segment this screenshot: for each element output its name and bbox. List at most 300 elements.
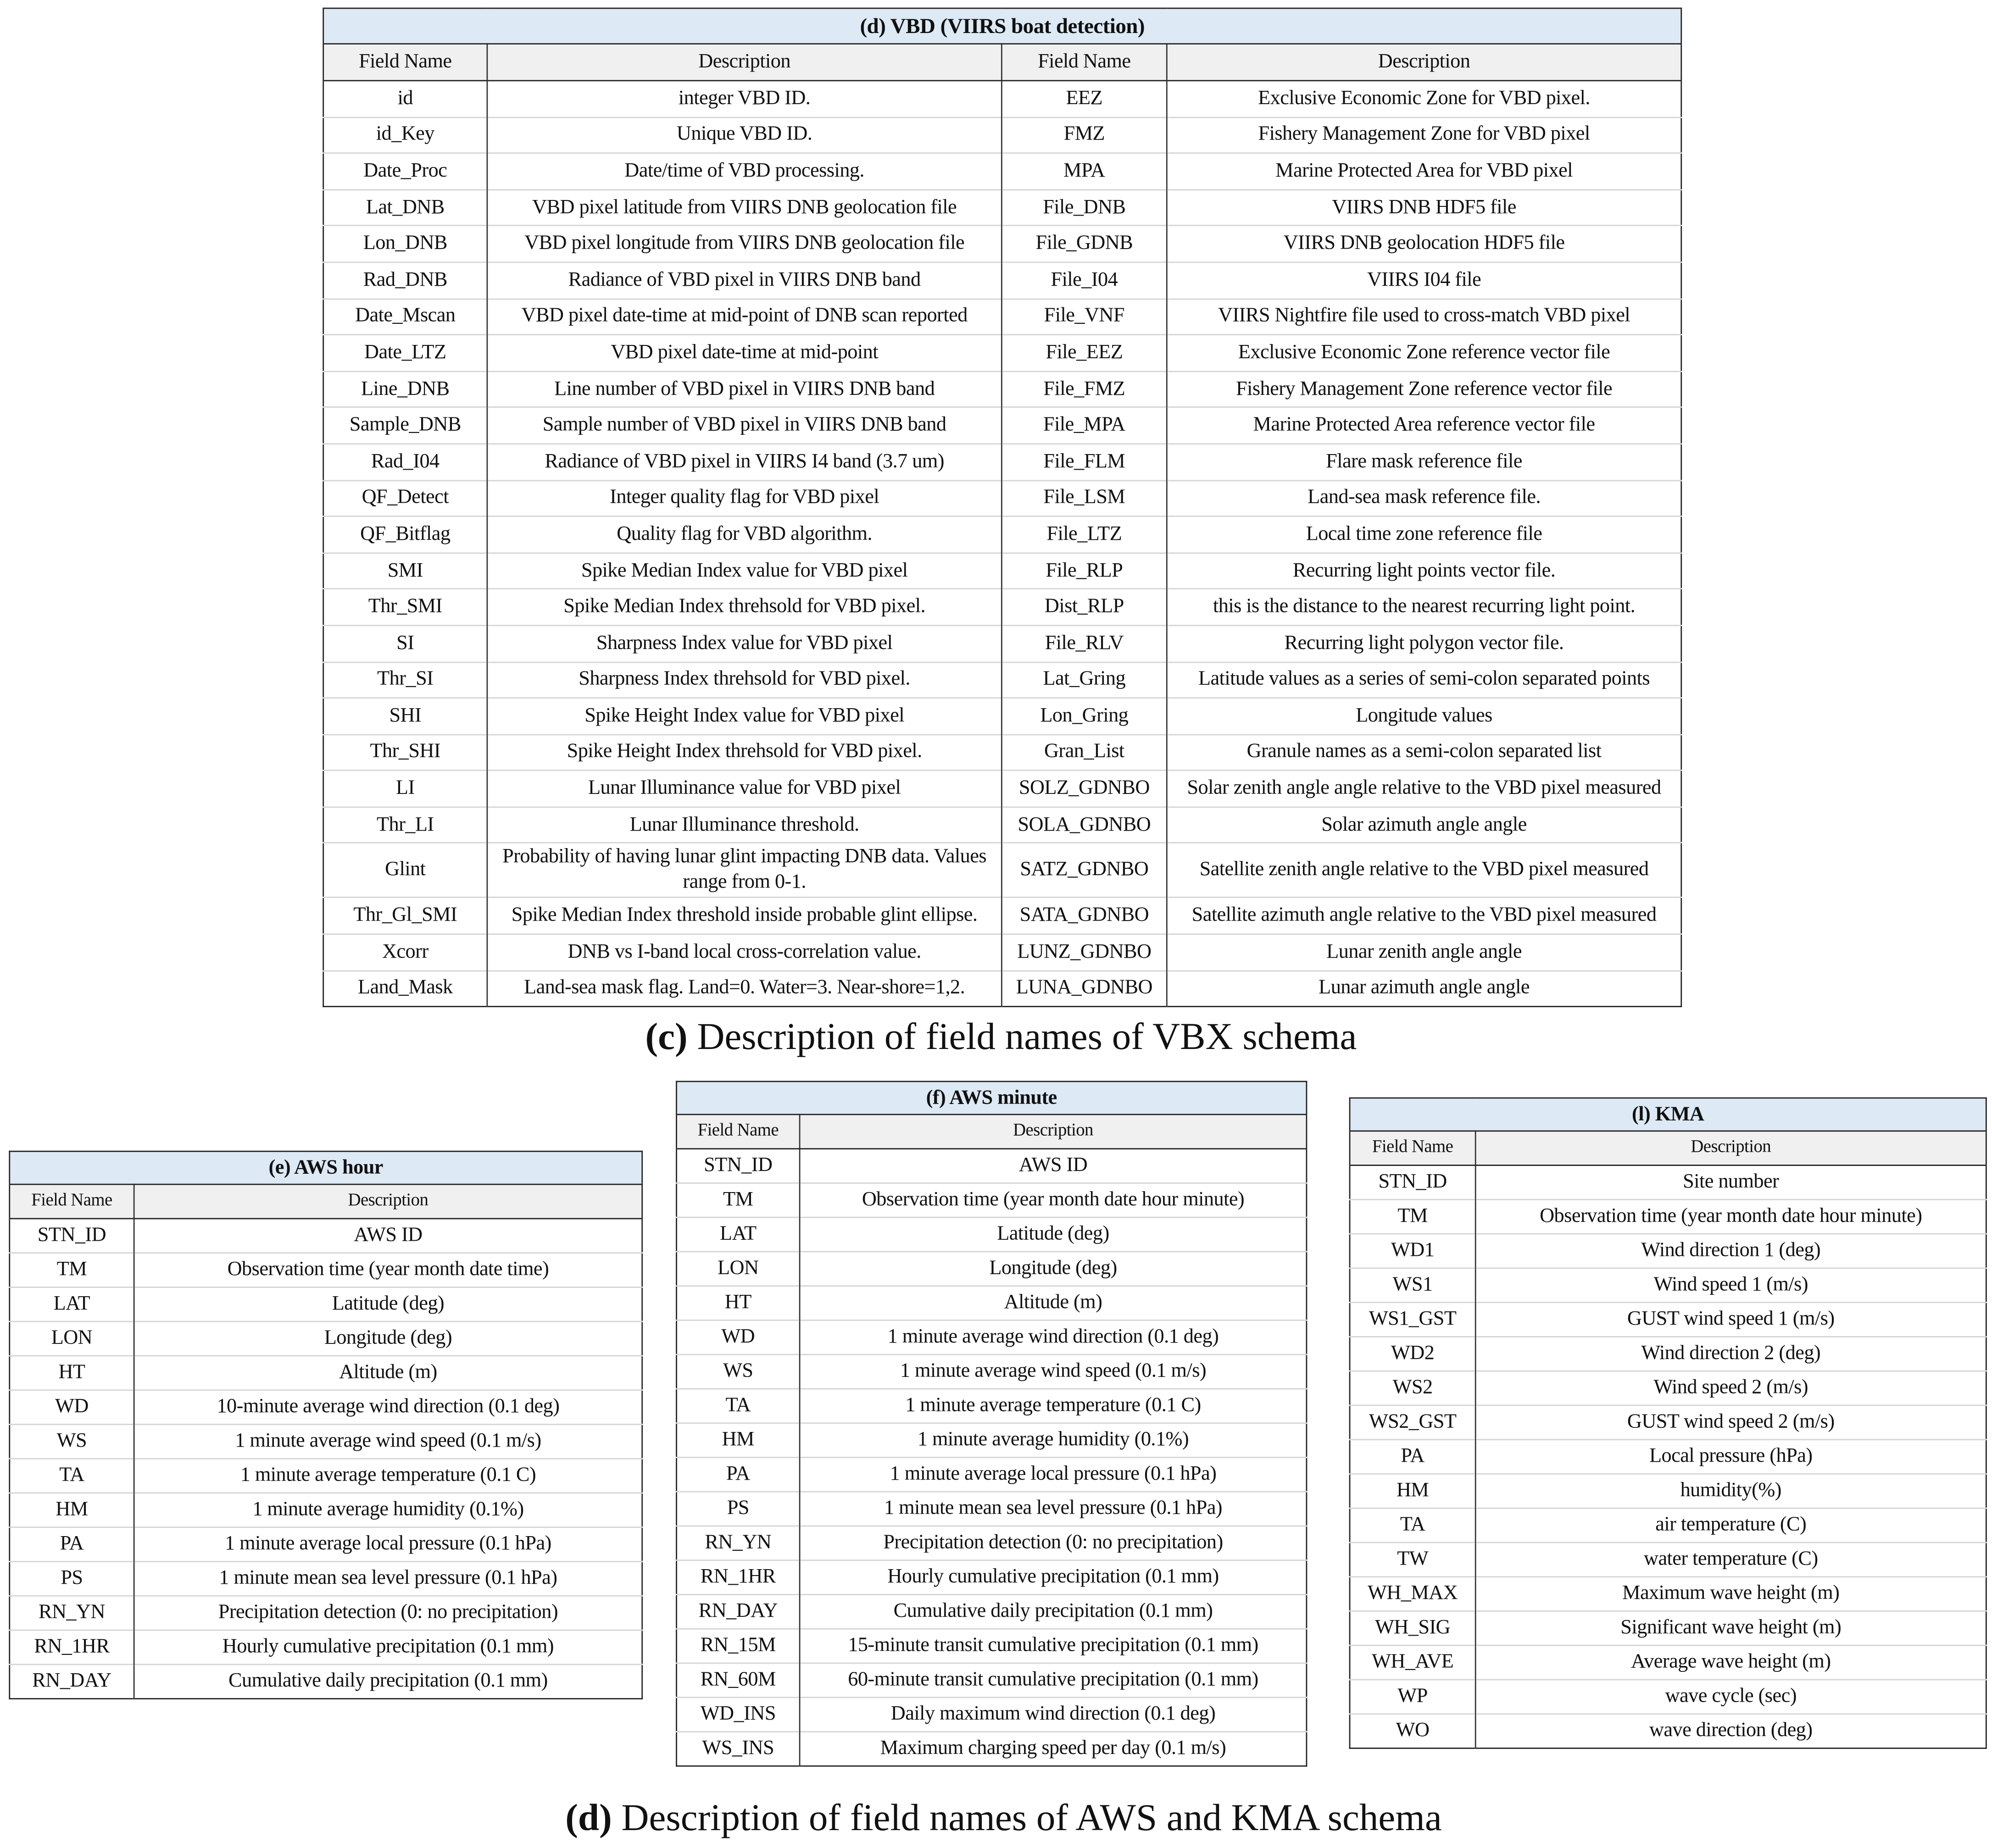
field-name-cell: File_RLP <box>1002 553 1167 589</box>
field-name-cell: RN_DAY <box>676 1594 800 1629</box>
table-row <box>323 698 1681 734</box>
table-row <box>10 1356 642 1390</box>
description-cell: Cumulative daily precipitation (0.1 mm) <box>134 1665 642 1699</box>
field-name-cell: id_Key <box>323 117 487 153</box>
column-header: Description <box>1167 44 1681 81</box>
field-name-cell: QF_Bitflag <box>323 516 487 553</box>
description-cell: Probability of having lunar glint impacting DNB data. Values range from 0-1. <box>487 844 1002 898</box>
column-header: Description <box>487 44 1002 81</box>
table-row <box>1350 1405 1986 1440</box>
description-cell: Date/time of VBD processing. <box>487 153 1002 189</box>
description-cell: Observation time (year month date time) <box>134 1253 642 1287</box>
field-name-cell: HM <box>10 1493 134 1527</box>
field-name-cell: LI <box>323 771 487 807</box>
table-row <box>676 1732 1306 1766</box>
description-cell: Land-sea mask flag. Land=0. Water=3. Near-shore=1,2. <box>487 971 1002 1007</box>
table-row <box>676 1320 1306 1354</box>
field-name-cell: Date_Mscan <box>323 299 487 335</box>
field-name-cell: Sample_DNB <box>323 407 487 444</box>
table-row <box>323 807 1681 843</box>
table-row <box>323 844 1681 898</box>
description-cell: Hourly cumulative precipitation (0.1 mm) <box>800 1560 1307 1595</box>
description-cell: VBD pixel longitude from VIIRS DNB geolocation file <box>487 226 1002 262</box>
field-name-cell: QF_Detect <box>323 480 487 516</box>
table-row <box>323 226 1681 262</box>
description-cell: Precipitation detection (0: no precipitation) <box>134 1596 642 1630</box>
field-name-cell: RN_DAY <box>10 1665 134 1699</box>
table-row <box>1350 1165 1986 1200</box>
description-cell: wave cycle (sec) <box>1475 1680 1986 1714</box>
description-cell: 1 minute average wind speed (0.1 m/s) <box>800 1354 1307 1389</box>
table-row <box>1350 1577 1986 1611</box>
field-name-cell: WS2 <box>1350 1371 1475 1405</box>
field-name-cell: PA <box>1350 1440 1475 1474</box>
description-cell: Lunar azimuth angle angle <box>1167 971 1681 1007</box>
table-row <box>1350 1371 1986 1405</box>
description-cell: Maximum charging speed per day (0.1 m/s) <box>800 1732 1307 1766</box>
table-row <box>10 1390 642 1425</box>
field-name-cell: SATA_GDNBO <box>1002 898 1167 934</box>
field-name-cell: TW <box>1350 1543 1475 1577</box>
description-cell: Marine Protected Area reference vector file <box>1167 407 1681 444</box>
table-row <box>676 1560 1306 1595</box>
table-row <box>676 1698 1306 1732</box>
field-name-cell: WH_SIG <box>1350 1611 1475 1645</box>
description-cell: Lunar Illuminance value for VBD pixel <box>487 771 1002 807</box>
table-row <box>10 1527 642 1562</box>
description-cell: Satellite azimuth angle relative to the VBD pixel measured <box>1167 898 1681 934</box>
caption-c <box>645 1016 1357 1059</box>
table-row <box>676 1629 1306 1663</box>
field-name-cell: WS <box>10 1424 134 1459</box>
table-row <box>323 898 1681 934</box>
field-name-cell: SMI <box>323 553 487 589</box>
column-header: Field Name <box>676 1115 800 1149</box>
table-row <box>676 1286 1306 1321</box>
field-name-cell: STN_ID <box>676 1149 800 1183</box>
aws-minute-table <box>676 1081 1307 1766</box>
column-header: Description <box>134 1184 642 1219</box>
field-name-cell: File_VNF <box>1002 299 1167 335</box>
field-name-cell: HM <box>676 1423 800 1458</box>
table-row <box>676 1217 1306 1252</box>
description-cell: 15-minute transit cumulative precipitation (0.1 mm) <box>800 1629 1307 1663</box>
field-name-cell: SATZ_GDNBO <box>1002 844 1167 898</box>
field-name-cell: Gran_List <box>1002 734 1167 771</box>
description-cell: Wind speed 1 (m/s) <box>1475 1268 1986 1303</box>
description-cell: Spike Median Index threhsold for VBD pixel. <box>487 589 1002 625</box>
description-cell: Observation time (year month date hour minute) <box>1475 1199 1986 1234</box>
description-cell: Fishery Management Zone for VBD pixel <box>1167 117 1681 153</box>
field-name-cell: RN_YN <box>10 1596 134 1630</box>
description-cell: Radiance of VBD pixel in VIIRS DNB band <box>487 262 1002 299</box>
table-row <box>1350 1268 1986 1303</box>
description-cell: Latitude (deg) <box>800 1217 1307 1252</box>
table-row <box>10 1630 642 1665</box>
field-name-cell: PS <box>676 1492 800 1526</box>
aws-hour-table <box>9 1151 643 1699</box>
description-cell: VBD pixel date-time at mid-point of DNB scan reported <box>487 299 1002 335</box>
caption-text: Description of field names of AWS and KMA schema <box>612 1797 1442 1839</box>
description-cell: Site number <box>1475 1165 1986 1200</box>
column-header: Field Name <box>1350 1131 1475 1165</box>
field-name-cell: WO <box>1350 1714 1475 1748</box>
field-name-cell: SI <box>323 625 487 661</box>
field-name-cell: RN_15M <box>676 1629 800 1663</box>
table-row <box>10 1493 642 1527</box>
description-cell: Granule names as a semi-colon separated list <box>1167 734 1681 771</box>
field-name-cell: File_EEZ <box>1002 335 1167 371</box>
description-cell: Sample number of VBD pixel in VIIRS DNB band <box>487 407 1002 444</box>
field-name-cell: HT <box>676 1286 800 1321</box>
field-name-cell: RN_60M <box>676 1663 800 1698</box>
table-row <box>10 1287 642 1321</box>
field-name-cell: Land_Mask <box>323 971 487 1007</box>
table-row <box>1350 1474 1986 1508</box>
description-cell: integer VBD ID. <box>487 81 1002 117</box>
field-name-cell: WP <box>1350 1680 1475 1714</box>
field-name-cell: PS <box>10 1561 134 1596</box>
field-name-cell: File_RLV <box>1002 625 1167 661</box>
description-cell: Latitude values as a series of semi-colon separated points <box>1167 662 1681 698</box>
field-name-cell: WS2_GST <box>1350 1405 1475 1440</box>
kma-table <box>1349 1097 1987 1748</box>
field-name-cell: LUNA_GDNBO <box>1002 971 1167 1007</box>
field-name-cell: RN_1HR <box>10 1630 134 1665</box>
table-row <box>10 1253 642 1287</box>
field-name-cell: WH_MAX <box>1350 1577 1475 1611</box>
table-row <box>676 1663 1306 1698</box>
field-name-cell: TA <box>1350 1508 1475 1543</box>
column-header: Field Name <box>323 44 487 81</box>
description-cell: Spike Median Index threshold inside probable glint ellipse. <box>487 898 1002 934</box>
table-row <box>1350 1234 1986 1268</box>
field-name-cell: File_LTZ <box>1002 516 1167 553</box>
description-cell: Flare mask reference file <box>1167 444 1681 480</box>
field-name-cell: WS_INS <box>676 1732 800 1766</box>
table-row <box>10 1219 642 1253</box>
description-cell: 1 minute average wind direction (0.1 deg) <box>800 1320 1307 1354</box>
field-name-cell: LAT <box>10 1287 134 1321</box>
field-name-cell: STN_ID <box>10 1219 134 1253</box>
table-title: (e) AWS hour <box>10 1151 642 1184</box>
table-title: (f) AWS minute <box>676 1082 1306 1115</box>
table-row <box>323 971 1681 1007</box>
description-cell: water temperature (C) <box>1475 1543 1986 1577</box>
description-cell: 1 minute average humidity (0.1%) <box>800 1423 1307 1458</box>
table-row <box>323 771 1681 807</box>
description-cell: 1 minute mean sea level pressure (0.1 hPa) <box>800 1492 1307 1526</box>
description-cell: Unique VBD ID. <box>487 117 1002 153</box>
table-row <box>1350 1611 1986 1645</box>
field-name-cell: SOLA_GDNBO <box>1002 807 1167 843</box>
table-row <box>1350 1645 1986 1680</box>
description-cell: Longitude (deg) <box>800 1252 1307 1286</box>
table-row <box>676 1389 1306 1423</box>
description-cell: 10-minute average wind direction (0.1 deg) <box>134 1390 642 1425</box>
field-name-cell: Thr_SI <box>323 662 487 698</box>
field-name-cell: id <box>323 81 487 117</box>
field-name-cell: TM <box>1350 1199 1475 1234</box>
field-name-cell: WS1_GST <box>1350 1303 1475 1337</box>
table-row <box>676 1594 1306 1629</box>
field-name-cell: File_GDNB <box>1002 226 1167 262</box>
field-name-cell: RN_YN <box>676 1526 800 1560</box>
header-row <box>1350 1131 1986 1165</box>
description-cell: Spike Height Index threhsold for VBD pixel. <box>487 734 1002 771</box>
field-name-cell: MPA <box>1002 153 1167 189</box>
field-name-cell: FMZ <box>1002 117 1167 153</box>
column-header: Field Name <box>1002 44 1167 81</box>
description-cell: Local pressure (hPa) <box>1475 1440 1986 1474</box>
description-cell: 1 minute average humidity (0.1%) <box>134 1493 642 1527</box>
field-name-cell: Date_Proc <box>323 153 487 189</box>
field-name-cell: Thr_SHI <box>323 734 487 771</box>
field-name-cell: Date_LTZ <box>323 335 487 371</box>
description-cell: Solar azimuth angle angle <box>1167 807 1681 843</box>
description-cell: Wind direction 2 (deg) <box>1475 1337 1986 1371</box>
description-cell: Integer quality flag for VBD pixel <box>487 480 1002 516</box>
table-row <box>323 480 1681 516</box>
table-row <box>323 371 1681 407</box>
field-name-cell: Lat_Gring <box>1002 662 1167 698</box>
field-name-cell: STN_ID <box>1350 1165 1475 1200</box>
table-row <box>1350 1714 1986 1748</box>
field-name-cell: WD <box>10 1390 134 1425</box>
description-cell: Significant wave height (m) <box>1475 1611 1986 1645</box>
table-row <box>323 407 1681 444</box>
description-cell: 60-minute transit cumulative precipitation (0.1 mm) <box>800 1663 1307 1698</box>
field-name-cell: Line_DNB <box>323 371 487 407</box>
description-cell: Average wave height (m) <box>1475 1645 1986 1680</box>
description-cell: AWS ID <box>800 1149 1307 1183</box>
table-row <box>323 662 1681 698</box>
field-name-cell: Thr_Gl_SMI <box>323 898 487 934</box>
table-row <box>323 335 1681 371</box>
table-row <box>323 299 1681 335</box>
table-row <box>323 81 1681 117</box>
field-name-cell: Thr_LI <box>323 807 487 843</box>
table-row <box>10 1561 642 1596</box>
table-title: (d) VBD (VIIRS boat detection) <box>323 8 1681 44</box>
description-cell: 1 minute average temperature (0.1 C) <box>134 1459 642 1493</box>
description-cell: Radiance of VBD pixel in VIIRS I4 band (3.7 um) <box>487 444 1002 480</box>
field-name-cell: HM <box>1350 1474 1475 1508</box>
description-cell: VIIRS DNB HDF5 file <box>1167 189 1681 226</box>
table-row <box>323 625 1681 661</box>
description-cell: Altitude (m) <box>134 1356 642 1390</box>
table-row <box>10 1459 642 1493</box>
description-cell: Fishery Management Zone reference vector file <box>1167 371 1681 407</box>
table-row <box>676 1526 1306 1560</box>
description-cell: air temperature (C) <box>1475 1508 1986 1543</box>
table-row <box>676 1423 1306 1458</box>
description-cell: Wind speed 2 (m/s) <box>1475 1371 1986 1405</box>
caption-text: Description of field names of VBX schema <box>687 1016 1357 1058</box>
field-name-cell: TA <box>10 1459 134 1493</box>
field-name-cell: Glint <box>323 844 487 898</box>
description-cell: humidity(%) <box>1475 1474 1986 1508</box>
field-name-cell: File_MPA <box>1002 407 1167 444</box>
field-name-cell: Dist_RLP <box>1002 589 1167 625</box>
field-name-cell: File_FLM <box>1002 444 1167 480</box>
table-row <box>323 734 1681 771</box>
description-cell: this is the distance to the nearest recurring light point. <box>1167 589 1681 625</box>
table-row <box>1350 1199 1986 1234</box>
field-name-cell: PA <box>676 1457 800 1492</box>
table-row <box>676 1252 1306 1286</box>
table-row <box>676 1457 1306 1492</box>
table-row <box>1350 1543 1986 1577</box>
table-row <box>323 153 1681 189</box>
field-name-cell: Lon_DNB <box>323 226 487 262</box>
table-row <box>1350 1303 1986 1337</box>
description-cell: Maximum wave height (m) <box>1475 1577 1986 1611</box>
field-name-cell: RN_1HR <box>676 1560 800 1595</box>
table-row <box>323 444 1681 480</box>
description-cell: 1 minute average local pressure (0.1 hPa) <box>800 1457 1307 1492</box>
table-row <box>323 589 1681 625</box>
table-row <box>323 189 1681 226</box>
description-cell: VBD pixel date-time at mid-point <box>487 335 1002 371</box>
description-cell: VIIRS Nightfire file used to cross-match VBD pixel <box>1167 299 1681 335</box>
description-cell: Satellite zenith angle relative to the VBD pixel measured <box>1167 844 1681 898</box>
table-row <box>323 516 1681 553</box>
field-name-cell: WH_AVE <box>1350 1645 1475 1680</box>
column-header: Description <box>1475 1131 1986 1165</box>
description-cell: VBD pixel latitude from VIIRS DNB geolocation file <box>487 189 1002 226</box>
description-cell: Latitude (deg) <box>134 1287 642 1321</box>
field-name-cell: WS <box>676 1354 800 1389</box>
description-cell: Land-sea mask reference file. <box>1167 480 1681 516</box>
column-header: Field Name <box>10 1184 134 1219</box>
description-cell: 1 minute mean sea level pressure (0.1 hPa) <box>134 1561 642 1596</box>
field-name-cell: EEZ <box>1002 81 1167 117</box>
table-row <box>1350 1337 1986 1371</box>
description-cell: Exclusive Economic Zone for VBD pixel. <box>1167 81 1681 117</box>
field-name-cell: Rad_I04 <box>323 444 487 480</box>
description-cell: Precipitation detection (0: no precipitation) <box>800 1526 1307 1560</box>
description-cell: GUST wind speed 1 (m/s) <box>1475 1303 1986 1337</box>
field-name-cell: HT <box>10 1356 134 1390</box>
field-name-cell: Xcorr <box>323 934 487 971</box>
field-name-cell: LON <box>10 1321 134 1356</box>
field-name-cell: PA <box>10 1527 134 1562</box>
field-name-cell: LON <box>676 1252 800 1286</box>
field-name-cell: WD <box>676 1320 800 1354</box>
description-cell: Marine Protected Area for VBD pixel <box>1167 153 1681 189</box>
description-cell: Spike Median Index value for VBD pixel <box>487 553 1002 589</box>
field-name-cell: WS1 <box>1350 1268 1475 1303</box>
description-cell: Recurring light polygon vector file. <box>1167 625 1681 661</box>
description-cell: 1 minute average wind speed (0.1 m/s) <box>134 1424 642 1459</box>
field-name-cell: TA <box>676 1389 800 1423</box>
field-name-cell: Lon_Gring <box>1002 698 1167 734</box>
description-cell: Sharpness Index value for VBD pixel <box>487 625 1002 661</box>
description-cell: VIIRS DNB geolocation HDF5 file <box>1167 226 1681 262</box>
field-name-cell: SHI <box>323 698 487 734</box>
description-cell: Daily maximum wind direction (0.1 deg) <box>800 1698 1307 1732</box>
field-name-cell: File_DNB <box>1002 189 1167 226</box>
caption-label: (c) <box>645 1016 688 1058</box>
table-row <box>10 1665 642 1699</box>
description-cell: Longitude (deg) <box>134 1321 642 1356</box>
field-name-cell: Lat_DNB <box>323 189 487 226</box>
table-row <box>323 117 1681 153</box>
description-cell: Solar zenith angle angle relative to the VBD pixel measured <box>1167 771 1681 807</box>
description-cell: VIIRS I04 file <box>1167 262 1681 299</box>
header-row <box>676 1115 1306 1149</box>
table-row <box>676 1354 1306 1389</box>
caption-d <box>565 1797 1442 1840</box>
description-cell: Hourly cumulative precipitation (0.1 mm) <box>134 1630 642 1665</box>
table-row <box>323 553 1681 589</box>
table-row <box>1350 1680 1986 1714</box>
description-cell: Lunar zenith angle angle <box>1167 934 1681 971</box>
description-cell: AWS ID <box>134 1219 642 1253</box>
description-cell: Lunar Illuminance threshold. <box>487 807 1002 843</box>
description-cell: wave direction (deg) <box>1475 1714 1986 1748</box>
table-row <box>676 1149 1306 1183</box>
description-cell: Wind direction 1 (deg) <box>1475 1234 1986 1268</box>
field-name-cell: WD2 <box>1350 1337 1475 1371</box>
table-row <box>323 934 1681 971</box>
field-name-cell: WD_INS <box>676 1698 800 1732</box>
table-row <box>10 1321 642 1356</box>
field-name-cell: File_FMZ <box>1002 371 1167 407</box>
description-cell: Observation time (year month date hour minute) <box>800 1183 1307 1217</box>
table-row <box>1350 1440 1986 1474</box>
table-row <box>10 1424 642 1459</box>
description-cell: Spike Height Index value for VBD pixel <box>487 698 1002 734</box>
description-cell: Line number of VBD pixel in VIIRS DNB band <box>487 371 1002 407</box>
field-name-cell: Thr_SMI <box>323 589 487 625</box>
column-header: Description <box>800 1115 1307 1149</box>
description-cell: Local time zone reference file <box>1167 516 1681 553</box>
description-cell: Altitude (m) <box>800 1286 1307 1321</box>
description-cell: Recurring light points vector file. <box>1167 553 1681 589</box>
table-row <box>676 1183 1306 1217</box>
field-name-cell: File_LSM <box>1002 480 1167 516</box>
table-row <box>1350 1508 1986 1543</box>
description-cell: Sharpness Index threhsold for VBD pixel. <box>487 662 1002 698</box>
table-row <box>323 262 1681 299</box>
table-row <box>10 1596 642 1630</box>
table-title: (l) KMA <box>1350 1098 1986 1131</box>
description-cell: Longitude values <box>1167 698 1681 734</box>
description-cell: Quality flag for VBD algorithm. <box>487 516 1002 553</box>
field-name-cell: File_I04 <box>1002 262 1167 299</box>
description-cell: Exclusive Economic Zone reference vector file <box>1167 335 1681 371</box>
field-name-cell: Rad_DNB <box>323 262 487 299</box>
field-name-cell: LAT <box>676 1217 800 1252</box>
header-row <box>10 1184 642 1219</box>
field-name-cell: WD1 <box>1350 1234 1475 1268</box>
header-row <box>323 44 1681 81</box>
field-name-cell: TM <box>10 1253 134 1287</box>
field-name-cell: SOLZ_GDNBO <box>1002 771 1167 807</box>
vbd-table <box>323 8 1682 1008</box>
table-row <box>676 1492 1306 1526</box>
description-cell: 1 minute average local pressure (0.1 hPa) <box>134 1527 642 1562</box>
field-name-cell: LUNZ_GDNBO <box>1002 934 1167 971</box>
field-name-cell: TM <box>676 1183 800 1217</box>
description-cell: Cumulative daily precipitation (0.1 mm) <box>800 1594 1307 1629</box>
description-cell: GUST wind speed 2 (m/s) <box>1475 1405 1986 1440</box>
caption-label: (d) <box>565 1797 612 1839</box>
description-cell: DNB vs I-band local cross-correlation value. <box>487 934 1002 971</box>
description-cell: 1 minute average temperature (0.1 C) <box>800 1389 1307 1423</box>
